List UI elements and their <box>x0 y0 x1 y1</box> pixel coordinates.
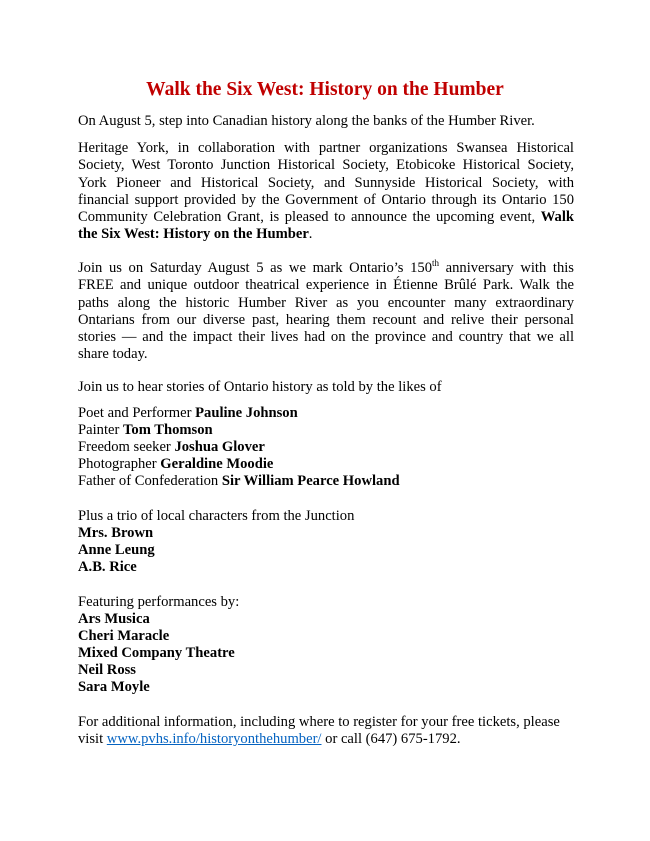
character-name: Tom Thomson <box>123 422 213 438</box>
character-role: Freedom seeker <box>78 439 175 455</box>
performer: Ars Musica <box>78 611 150 627</box>
character-name: Pauline Johnson <box>195 405 298 421</box>
character-role: Poet and Performer <box>78 405 196 421</box>
character-line <box>78 422 213 439</box>
character-line <box>78 439 265 456</box>
contact-phone: or call (647) 675-1792. <box>321 731 461 748</box>
join-text-before: Join us on Saturday August 5 as we mark Ontario’s 150 <box>78 260 432 276</box>
character-role: Painter <box>78 422 123 438</box>
local-intro: Plus a trio of local characters from the Junction <box>78 508 355 524</box>
character-name: Joshua Glover <box>174 439 265 455</box>
join-paragraph <box>78 260 574 364</box>
performer: Mixed Company Theatre <box>78 645 235 661</box>
character-name: Sir William Pearce Howland <box>221 473 400 489</box>
page-title: Walk the Six West: History on the Humber <box>146 79 504 100</box>
contact-line: For additional information, including where to register for your free tickets, please <box>78 714 560 730</box>
announcement-paragraph <box>78 140 574 244</box>
announcement-end: . <box>308 226 313 243</box>
character-name: Geraldine Moodie <box>160 456 274 472</box>
announcement-text: Heritage York, in collaboration with partner organizations Swansea Historical Society, West Toronto Junction Historical Society, Etobicoke Historical Society, York Pioneer and Historical Society, and Sunnyside Historical Society, with financial support provided by the Government of Ontario through its Ontario 150 Community Celebration Grant, is pleased to announce the upcoming event, <box>78 140 574 226</box>
website-link[interactable]: www.pvhs.info/historyonthehumber/ <box>106 731 322 748</box>
performer: Neil Ross <box>78 662 136 678</box>
character-line <box>78 456 273 473</box>
local-character: Anne Leung <box>78 542 155 558</box>
contact-visit: visit <box>78 731 107 748</box>
join-text-after: anniversary with this FREE and unique outdoor theatrical experience in Étienne Brûlé Park. Walk the paths along the historic Humber River as you encounter many extraordinary Ontarians from our diverse past, hearing them recount and relive their personal stories — and the impact their lives had on the province and country that we all share today. <box>78 260 574 363</box>
performances-intro: Featuring performances by: <box>78 594 240 610</box>
local-character: Mrs. Brown <box>78 525 154 541</box>
stories-intro: Join us to hear stories of Ontario history as told by the likes of <box>78 379 442 395</box>
event-name: Walk the Six West: History on the Humber <box>78 209 574 243</box>
performer: Cheri Maracle <box>78 628 170 644</box>
ordinal-suffix: th <box>432 258 440 269</box>
character-role: Father of Confederation <box>78 473 222 489</box>
intro-paragraph: On August 5, step into Canadian history along the banks of the Humber River. <box>78 113 535 129</box>
local-character: A.B. Rice <box>78 559 137 575</box>
character-line <box>78 473 400 490</box>
character-line <box>78 405 298 422</box>
character-role: Photographer <box>78 456 161 472</box>
performer: Sara Moyle <box>78 679 150 695</box>
contact-paragraph <box>78 714 574 749</box>
